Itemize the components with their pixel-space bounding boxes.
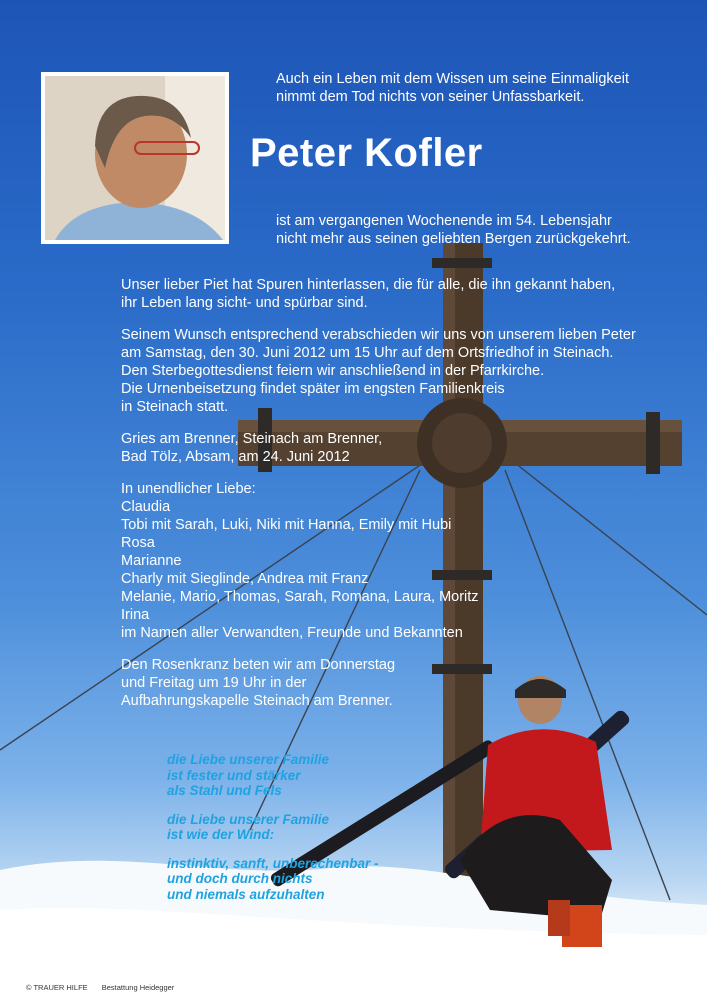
text-line: Tobi mit Sarah, Luki, Niki mit Hanna, Emily mit Hubi <box>121 517 452 533</box>
text-line: Aufbahrungskapelle Steinach am Brenner. <box>121 693 393 709</box>
text-line: Die Urnenbeisetzung findet später im engsten Familienkreis <box>121 381 505 397</box>
poem-stanza <box>167 812 379 843</box>
text-line: Gries am Brenner, Steinach am Brenner, <box>121 431 383 447</box>
text-line: Den Sterbegottesdienst feiern wir anschließend in der Pfarrkirche. <box>121 363 545 379</box>
text-line: Charly mit Sieglinde, Andrea mit Franz <box>121 571 369 587</box>
text-line: ihr Leben lang sicht- und spürbar sind. <box>121 295 368 311</box>
text-line: und Freitag um 19 Uhr in der <box>121 675 307 691</box>
poem-stanza <box>167 856 379 903</box>
paragraph-places-date <box>121 430 681 466</box>
motto-line: Auch ein Leben mit dem Wissen um seine Einmaligkeit <box>276 71 629 87</box>
intro-text <box>276 212 631 248</box>
text-line: im Namen aller Verwandten, Freunde und Bekannten <box>121 625 463 641</box>
text-line: Bad Tölz, Absam, am 24. Juni 2012 <box>121 449 350 465</box>
deceased-name: Peter Kofler <box>250 131 483 175</box>
portrait-photo <box>41 72 229 244</box>
poem-line: als Stahl und Fels <box>167 783 282 798</box>
intro-line: nicht mehr aus seinen geliebten Bergen zurückgekehrt. <box>276 231 631 247</box>
poem-line: und doch durch nichts <box>167 871 313 886</box>
family-poem <box>167 752 379 915</box>
text-line: Claudia <box>121 499 171 515</box>
paragraph-funeral-details <box>121 326 681 416</box>
paragraph-rosary <box>121 656 681 710</box>
paragraph-tribute <box>121 276 681 312</box>
text-line: Irina <box>121 607 150 623</box>
portrait-illustration <box>45 76 225 240</box>
intro-line: ist am vergangenen Wochenende im 54. Lebensjahr <box>276 213 612 229</box>
text-line: am Samstag, den 30. Juni 2012 um 15 Uhr auf dem Ortsfriedhof in Steinach. <box>121 345 614 361</box>
text-line: Unser lieber Piet hat Spuren hinterlassen, die für alle, die ihn gekannt haben, <box>121 277 616 293</box>
footer-credit <box>26 983 186 992</box>
motto <box>276 70 629 106</box>
credit-funeral-home: Bestattung Heidegger <box>101 983 175 992</box>
announcement-body <box>121 276 681 724</box>
text-line: in Steinach statt. <box>121 399 229 415</box>
credit-trauer-hilfe: © TRAUER HILFE <box>26 983 88 992</box>
poem-stanza <box>167 752 379 799</box>
text-line: Melanie, Mario, Thomas, Sarah, Romana, Laura, Moritz <box>121 589 479 605</box>
motto-line: nimmt dem Tod nichts von seiner Unfassbarkeit. <box>276 89 585 105</box>
poem-line: die Liebe unserer Familie <box>167 752 330 767</box>
text-line: In unendlicher Liebe: <box>121 481 256 497</box>
paragraph-family <box>121 480 681 642</box>
poem-line: und niemals aufzuhalten <box>167 886 325 902</box>
poem-line: die Liebe unserer Familie <box>167 811 330 827</box>
text-line: Rosa <box>121 535 155 551</box>
poem-line: ist fester und stärker <box>167 767 301 783</box>
text-line: Den Rosenkranz beten wir am Donnerstag <box>121 657 396 673</box>
poem-line: ist wie der Wind: <box>167 827 275 842</box>
poem-line: instinktiv, sanft, unberechenbar - <box>167 855 379 871</box>
text-line: Marianne <box>121 553 182 569</box>
text-line: Seinem Wunsch entsprechend verabschieden wir uns von unserem lieben Peter <box>121 327 636 343</box>
